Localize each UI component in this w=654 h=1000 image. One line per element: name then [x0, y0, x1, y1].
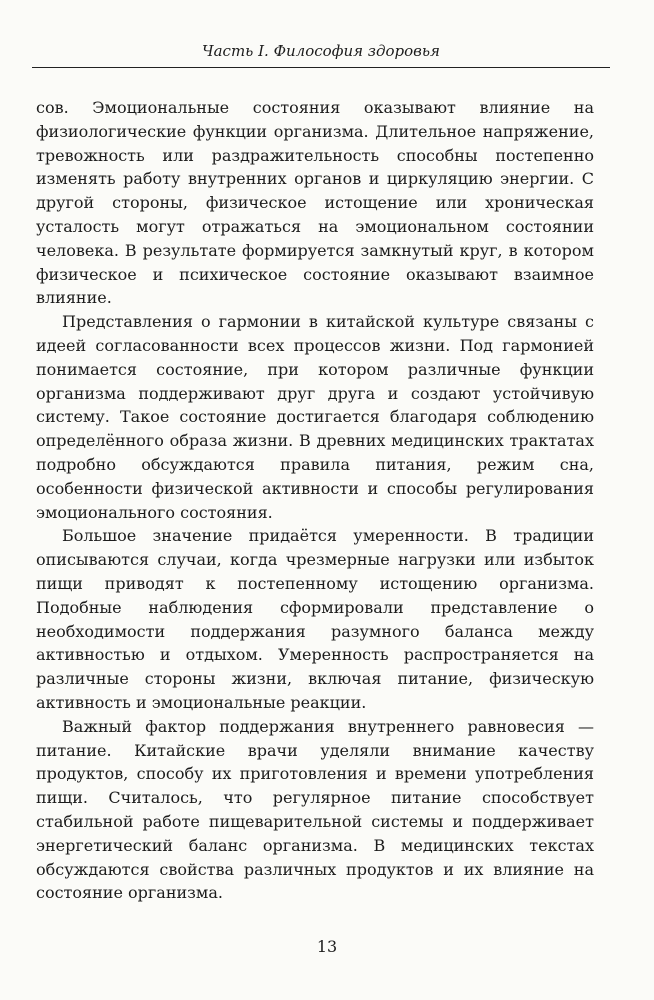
paragraph-continued: сов. Эмоциональные состояния оказывают влияние на физиологические функции организма. Длительное напряжение, тревожность или раздражительность способны постепенно изменять работу внутренних органов и циркуляцию энергии. С другой стороны, физическое истощение или хроническая усталость могут отражаться на эмоциональном состоянии человека. В результате формируется замкнутый круг, в котором физическое и психическое состояние оказывают взаимное влияние. [36, 98, 594, 308]
page-body [36, 96, 594, 905]
header-divider [32, 67, 610, 68]
paragraph: Представления о гармонии в китайской культуре связаны с идеей согласованности всех процессов жизни. Под гармонией понимается состояние, при котором различные функции организма поддерживают друг друга и создают устойчивую систему. Такое состояние достигается благодаря соблюдению определённого образа жизни. В древних медицинских трактатах подробно обсуждаются правила питания, режим сна, особенности физической активности и способы регулирования эмоционального состояния. [36, 312, 594, 522]
page-number: 13 [316, 937, 338, 956]
paragraph: Важный фактор поддержания внутреннего равновесия — питание. Китайские врачи уделяли внимание качеству продуктов, способу их приготовления и времени употребления пищи. Считалось, что регулярное питание способствует стабильной работе пищеварительной системы и поддерживает энергетический баланс организма. В медицинских текстах обсуждаются свойства различных продуктов и их влияние на состояние организма. [36, 716, 594, 903]
running-header: Часть I. Философия здоровья [202, 42, 440, 60]
paragraph: Большое значение придаётся умеренности. В традиции описываются случаи, когда чрезмерные нагрузки или избыток пищи приводят к постепенному истощению организма. Подобные наблюдения сформировали представление о необходимости поддержания разумного баланса между активностью и отдыхом. Умеренность распространяется на различные стороны жизни, включая питание, физическую активность и эмоциональные реакции. [36, 526, 594, 712]
